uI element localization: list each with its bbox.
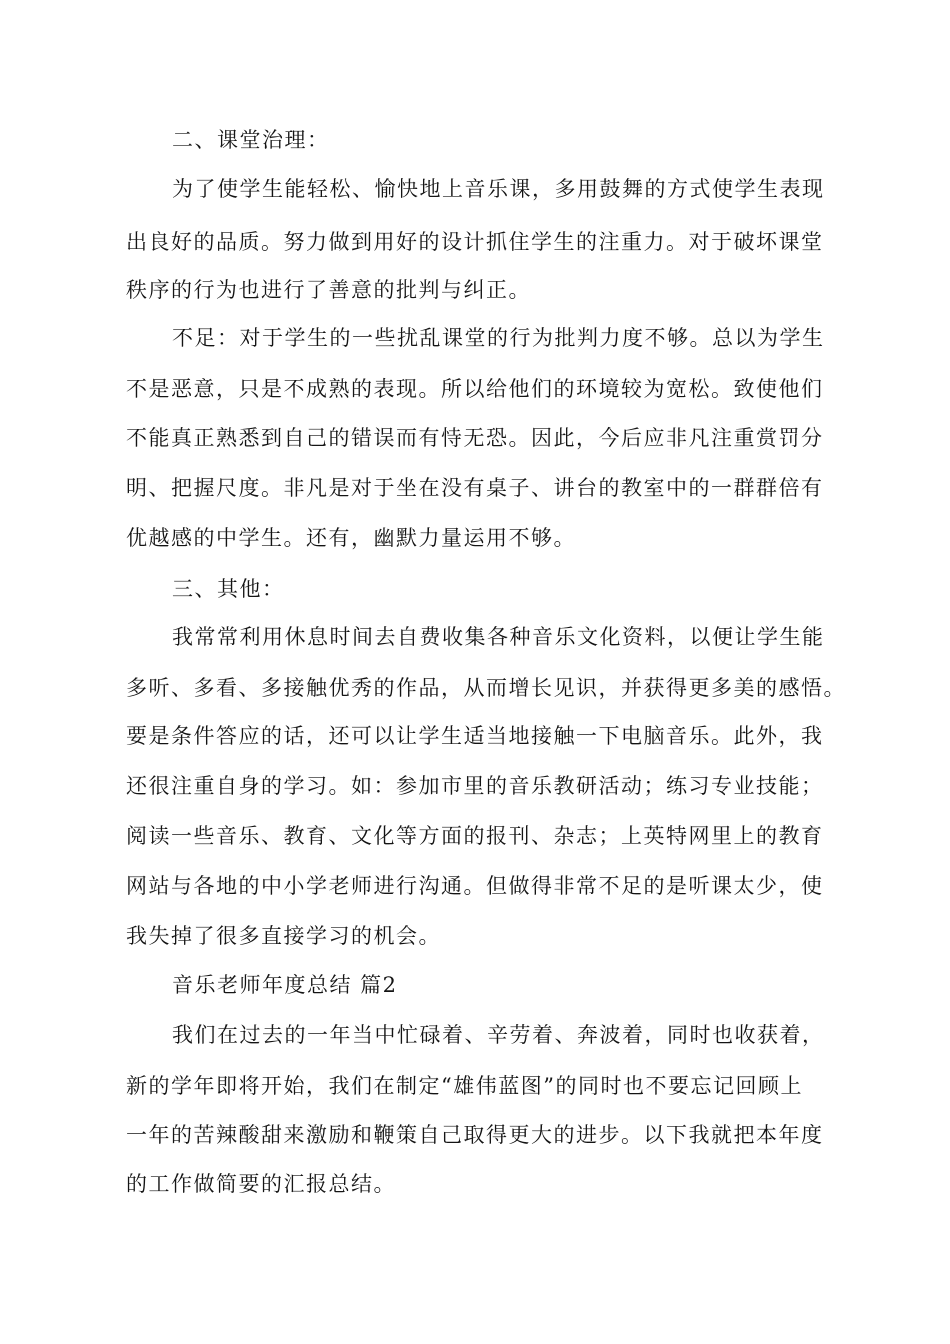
paragraph-line: 优越感的中学生。还有，幽默力量运用不够。 (126, 526, 576, 550)
paragraph-line: 要是条件答应的话，还可以让学生适当地接触一下电脑音乐。此外，我 (126, 724, 824, 748)
paragraph-line: 的工作做简要的汇报总结。 (126, 1172, 396, 1196)
paragraph-line: 我失掉了很多直接学习的机会。 (126, 924, 441, 948)
paragraph-line: 阅读一些音乐、教育、文化等方面的报刊、杂志；上英特网里上的教育 (126, 824, 824, 848)
article-title: 音乐老师年度总结 篇2 (172, 973, 398, 997)
paragraph-line: 不能真正熟悉到自己的错误而有恃无恐。因此，今后应非凡注重赏罚分 (126, 426, 824, 450)
paragraph-line: 多听、多看、多接触优秀的作品，从而增长见识，并获得更多美的感悟。 (126, 676, 846, 700)
paragraph-line: 出良好的品质。努力做到用好的设计抓住学生的注重力。对于破坏课堂 (126, 230, 824, 254)
paragraph-line: 不是恶意，只是不成熟的表现。所以给他们的环境较为宽松。致使他们 (126, 377, 824, 401)
paragraph-line: 网站与各地的中小学老师进行沟通。但做得非常不足的是听课太少，使 (126, 874, 824, 898)
paragraph-line: 新的学年即将开始，我们在制定“雄伟蓝图”的同时也不要忘记回顾上 (126, 1074, 803, 1098)
paragraph-line: 明、把握尺度。非凡是对于坐在没有桌子、讲台的教室中的一群群倍有 (126, 476, 824, 500)
paragraph-line: 一年的苦辣酸甜来激励和鞭策自己取得更大的进步。以下我就把本年度 (126, 1123, 824, 1147)
paragraph-line: 我们在过去的一年当中忙碌着、辛劳着、奔波着，同时也收获着， (172, 1023, 825, 1047)
paragraph-line: 还很注重自身的学习。如：参加市里的音乐教研活动；练习专业技能； (126, 774, 824, 798)
paragraph-line: 秩序的行为也进行了善意的批判与纠正。 (126, 278, 531, 302)
paragraph-line: 不足：对于学生的一些扰乱课堂的行为批判力度不够。总以为学生 (172, 326, 825, 350)
section-heading-other: 三、其他： (172, 577, 285, 601)
paragraph-line: 我常常利用休息时间去自费收集各种音乐文化资料，以便让学生能 (172, 625, 825, 649)
paragraph-line: 为了使学生能轻松、愉快地上音乐课，多用鼓舞的方式使学生表现 (172, 177, 825, 201)
section-heading-classroom: 二、课堂治理： (172, 128, 330, 152)
